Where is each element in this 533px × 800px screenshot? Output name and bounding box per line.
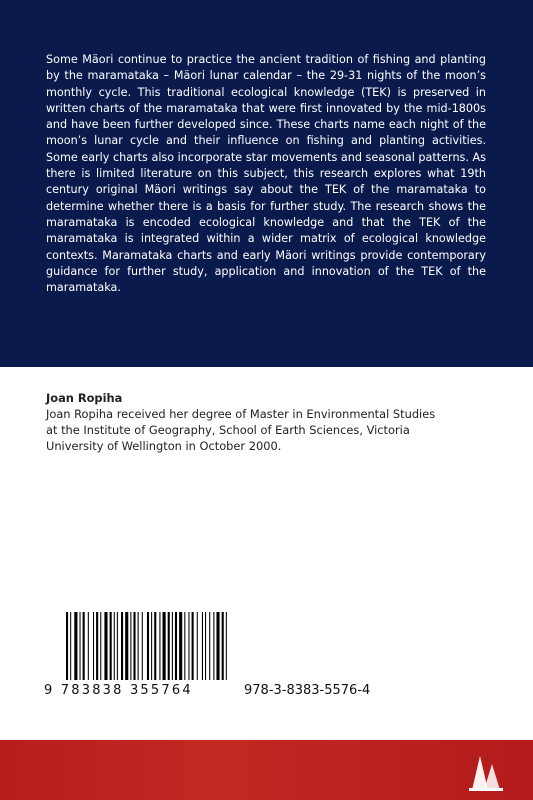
- isbn-number: 978-3-8383-5576-4: [244, 683, 371, 698]
- author-bio: Joan Ropiha received her degree of Master in Environmental Studies at the Institute of Geography, School of Earth Sciences, Victoria University of Wellington in October 2000.: [46, 407, 436, 453]
- book-description: Some Mäori continue to practice the ancient tradition of fishing and planting by the maramataka – Mäori lunar calendar – the 29-31 nights of the moon’s monthly cycle. This traditional ecological knowledge (TEK) is preserved in written charts of the maramataka that were first innovated by the mid-1800s and have been further developed since. These charts name each night of the moon’s lunar cycle and their influence on fishing and planting activities. Some early charts also incorporate star movements and seasonal patterns. As there is limited literature on this subject, this research explores what 19th century original Mäori writings say about the TEK of the maramataka to determine whether there is a basis for further study. The research shows the maramataka is encoded ecological knowledge and that the TEK of the maramataka is integrated within a wider matrix of ecological knowledge contexts. Maramataka charts and early Mäori writings provide contemporary guidance for further study, application and innovation of the TEK of the maramataka.: [46, 53, 486, 295]
- publisher-logo-icon: [466, 752, 506, 792]
- back-cover-blurb-panel: [0, 0, 533, 367]
- author-name: Joan Ropiha: [46, 391, 123, 405]
- publisher-band: [0, 740, 533, 800]
- barcode-digits: 9 783838 355764: [44, 683, 193, 698]
- barcode: [46, 612, 236, 684]
